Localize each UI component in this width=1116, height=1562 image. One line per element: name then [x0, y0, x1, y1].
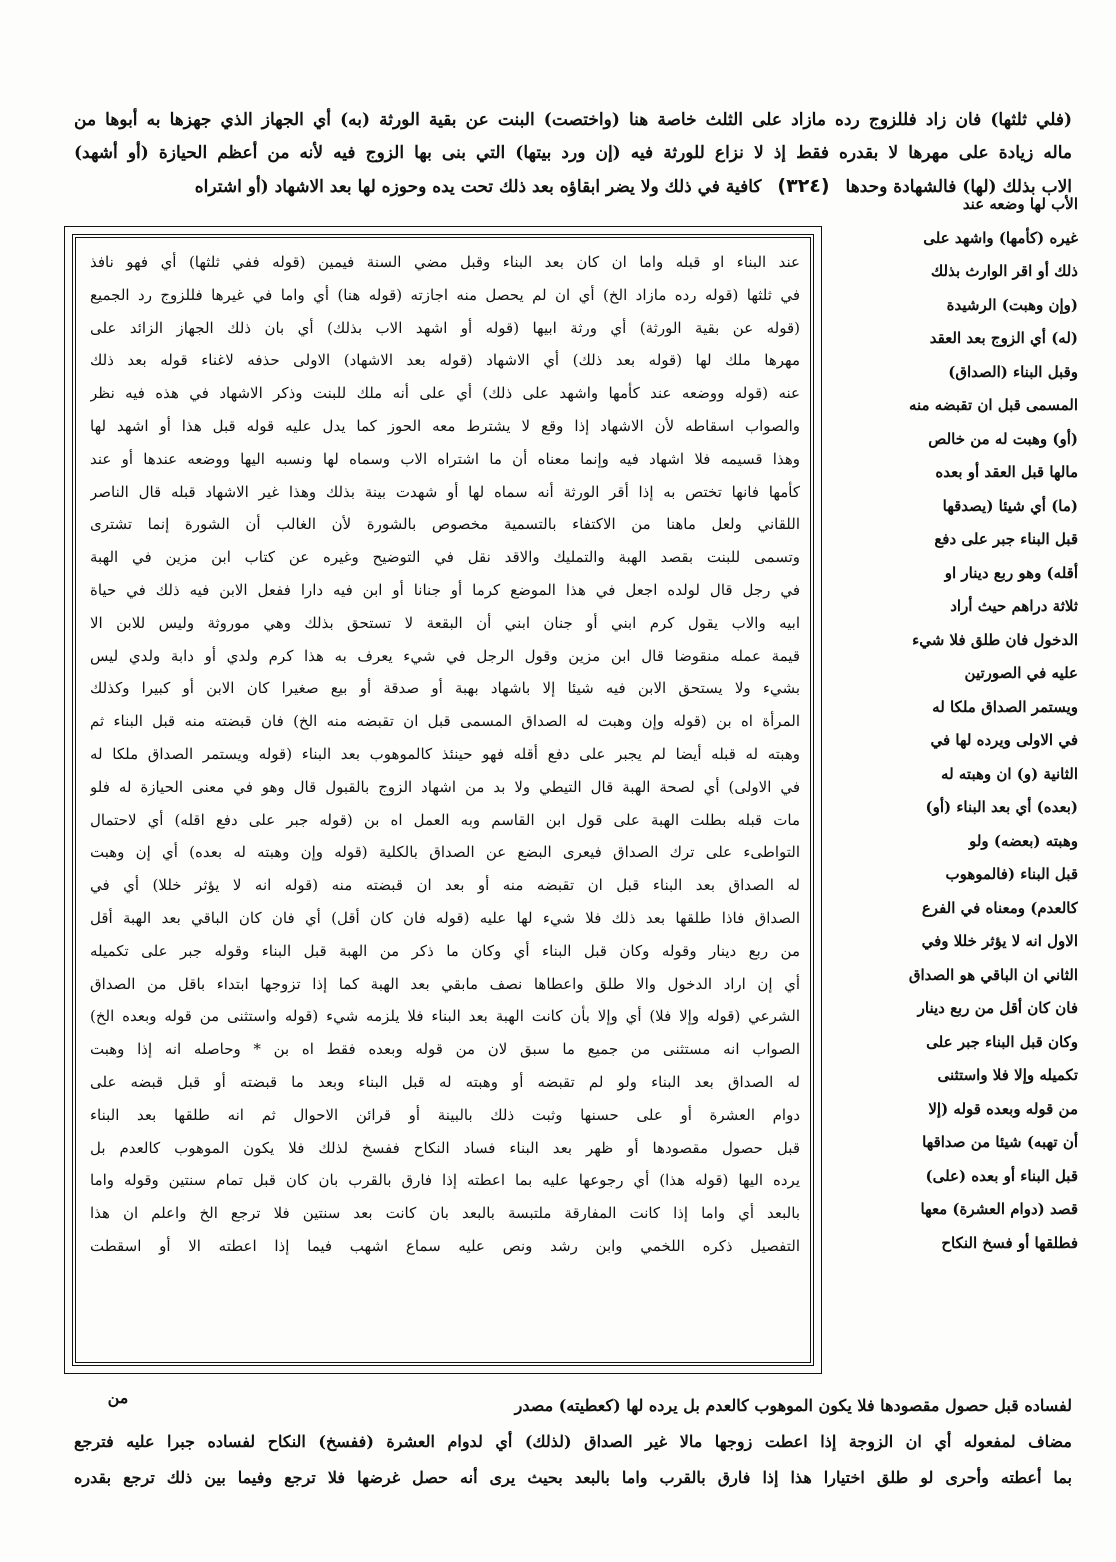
side-line: (له) أي الزوج بعد العقد: [929, 329, 1078, 347]
commentary-line: مهرها ملك لها (قوله بعد ذلك) أي الاشهاد (قوله بعد الاشهاد) الاولى حذفه لاغناء قوله بعد ذلك: [90, 351, 800, 370]
commentary-line: الصداق فاذا طلقها بعد ذلك فلا شيء لها عليه (قوله فان كان أقل) أي فان كان الباقي بعد الهبة أقل: [90, 908, 800, 927]
side-column-matn: [828, 188, 1078, 1260]
commentary-line: دوام العشرة أو على حسنها وثبت ذلك بالبينة أو قرائن الاحوال ثم انه طلقها بعد البناء: [90, 1105, 800, 1124]
commentary-line: قيمة عمله منقوضا قال ابن مزين وقول الرجل في شيء يعرف به هذا كرم ولدي أو دابة ولدي ليس: [90, 646, 800, 665]
side-line: الاول انه لا يؤثر خللا وفي: [921, 932, 1078, 950]
commentary-line: أي إن اراد الدخول والا طلق واعطاها نصف مابقي بعد الهبة كما إذا تزوجها ابتداء باقل من الصداق: [90, 974, 800, 993]
catchword: من: [107, 1388, 129, 1407]
side-line: الثاني ان الباقي هو الصداق: [908, 965, 1078, 984]
side-line: الأب لها وضعه عند: [962, 195, 1078, 213]
bottom-matn-line: بما أعطته وأحرى لو طلق اختيارا هذا إذا فارق بالقرب واما بالبعد بحيث يرى أنه حصل غرضها فلا ترجع وفيما بين ذلك ترجع بقدره: [74, 1468, 1072, 1487]
side-line: (ما) أي شيئا (يصدقها: [942, 496, 1078, 515]
page-number: (٣٢٤): [777, 175, 830, 197]
side-line: قصد (دوام العشرة) معها: [920, 1200, 1078, 1218]
commentary-line: بشيء ولا يستحق الابن فيه شيئا إلا باشهاد بهبة أو صدقة أو بيع صغيرا كان الابن أو كبيرا وكذلك: [90, 679, 800, 698]
side-line: وكان قبل البناء جبر على: [926, 1032, 1078, 1051]
commentary-line: في ثلثها (قوله رده مازاد الخ) أي ان لم يحصل منه اجازته (قوله هنا) أي واما في غيرها فللزوج رد الجميع: [90, 285, 800, 304]
bottom-matn-line: لفساده قبل حصول مقصودها فلا يكون الموهوب كالعدم بل يرده لها (كعطيته) مصدر: [514, 1396, 1072, 1415]
commentary-line: وهذا قسيمه فلا اشهاد فيه وإنما معناه أن ما اشتراه الاب وسماه لها ونسبه اليها ووضعه عندها أو عند: [90, 449, 800, 468]
side-line: مالها قبل العقد أو بعده: [935, 463, 1078, 481]
commentary-frame: [72, 234, 814, 1366]
commentary-line: في الاولى) أي لصحة الهبة قال التيطي ولا بد من اشهاد الزوج بالقبول قال وهو في معنى الحيازة له فلو: [90, 777, 800, 796]
side-line: الثانية (و) ان وهبته له: [941, 764, 1078, 783]
side-line: قبل البناء جبر على دفع: [934, 530, 1078, 548]
side-line: المسمى قبل ان تقبضه منه: [908, 396, 1078, 414]
top-matn-line: (فلي ثلثها) فان زاد فللزوج رده مازاد على الثلث خاصة هنا (واختصت) البنت عن بقية الورثة (به) أي الجهاز الذي جهزها به أبوها من: [74, 110, 1072, 130]
side-line: أقله) وهو ربع دينار او: [944, 563, 1078, 582]
side-line: غيره (كأمها) واشهد على: [923, 228, 1078, 247]
bottom-matn-line: مضاف لمفعوله أي ان الزوجة إذا اعطت زوجها مالا غير الصداق (لذلك) أي لدوام العشرة (ففسخ) النكاح لفساده جبرا عليه فترجع: [74, 1432, 1072, 1451]
side-line: أن تهبه) شيئا من صداقها: [922, 1133, 1078, 1151]
side-line: تكميله وإلا فلا واستثنى: [937, 1066, 1078, 1084]
commentary-line: عند البناء او قبله واما ان كان بعد البناء وقبل مضي السنة فيمين (قوله ففي ثلثها) أي فهو نافذ: [90, 253, 800, 271]
commentary-line: كأمها فانها تختص به إذا أقر الورثة أنه سماه لها أو شهدت بينة بذلك وهذا غير الاشهاد قبله قال الناصر: [90, 482, 800, 501]
side-line: ثلاثة دراهم حيث أراد: [950, 597, 1078, 615]
commentary-line: وتسمى للبنت بقصد الهبة والتمليك والاقد نقل في التوضيح وغيره عن كتاب ابن مزين في الهبة: [90, 548, 800, 567]
commentary-line: له الصداق بعد البناء ولو لم تقبضه أو وهبته له قبل البناء وبعد ما قبضته أو قبل قبضه على: [90, 1072, 800, 1091]
commentary-line: في رجل قال لولده اجعل في هذا الموضع كرما أو جنانا أو ابن فيه دارا ففعل الابن فيه ذلك في حياة: [90, 580, 800, 599]
commentary-line: والصواب اسقاطه لأن الاشهاد إذا وقع لا يشترط معه الحوز كما يدل عليه قوله قبل هذا أو اشهد لها: [90, 416, 800, 435]
commentary-line: مات قبله بطلت الهبة على قول ابن القاسم وبه العمل اه بن (قوله جبر على دفع اقله) أي لاحتمال: [90, 810, 800, 829]
side-line: وهبته (بعضه) ولو: [969, 831, 1078, 850]
side-line: قبل البناء (فالموهوب: [945, 865, 1078, 883]
side-line: قبل البناء أو بعده (على): [925, 1166, 1078, 1185]
side-line: في الاولى ويرده لها في: [930, 731, 1078, 749]
commentary-line: الصواب انه مستثنى من جميع ما سبق لان من قوله وبعده فقط اه بن * وحاصله انه إذا وهبت: [90, 1040, 800, 1059]
commentary-line: ابيه والاب يقول كرم ابني أو جنان ابني أن البقعة لا تستحق بذلك وهي موروثة وليس للابن الا: [90, 613, 800, 632]
top-matn-line: ماله زيادة على مهرها لا بقدره فقط إذ لا نزاع للورثة فيه (إن ورد بيتها) التي بنى بها الزوج فيه لأنه من أعظم الحيازة (أو أشهد): [74, 143, 1072, 163]
commentary-line: يرده اليها (قوله هذا) أي رجوعها عليه بما اعطته إذا فارق بالقرب بان كان قبل تمام سنتين وقوله واما: [90, 1171, 800, 1190]
commentary-line: الشرعي (قوله وإلا فلا) أي وإلا بأن كانت الهبة بعد البناء فلا يلزمه شيء (قوله واستثنى من قوله وبعده الخ): [90, 1007, 800, 1026]
side-line: من قوله وبعده قوله (إلا: [928, 1099, 1078, 1118]
side-line: ذلك أو اقر الوارث بذلك: [930, 262, 1078, 280]
commentary-text: [90, 246, 800, 1263]
commentary-line: من ربع دينار وقوله وكان قبل البناء أي وكان ما ذكر من الهبة قبل البناء وقوله جبر على تكميله: [90, 941, 800, 960]
commentary-line: التفصيل ذكره اللخمي وابن رشد ونص عليه سماع اشهب فيما إذا اعطته الا أو اسقطت: [90, 1236, 800, 1255]
side-line: ويستمر الصداق ملكا له: [932, 697, 1078, 716]
commentary-line: المرأة اه بن (قوله وإن وهبت له الصداق المسمى قبل ان تقبضه منه الخ) فان قبضته منه قبل البناء ثم: [90, 712, 800, 731]
side-line: فان كان أقل من ربع دينار: [917, 999, 1078, 1017]
side-line: (أو) وهبت له من خالص: [928, 429, 1078, 448]
commentary-line: قبل حصول مقصودها أو ظهر بعد البناء فساد النكاح ففسخ لذلك فلا يكون الموهوب كالعدم بل: [90, 1138, 800, 1157]
top-matn-line-part: الاب بذلك (لها) فالشهادة وحدها: [845, 177, 1072, 197]
commentary-line: بالبعد أي واما إذا كانت المفارقة ملتبسة بالبعد بان كانت بعد سنتين فلا ترجع الخ واعلم ان هذا: [90, 1204, 800, 1223]
side-line: عليه في الصورتين: [964, 664, 1078, 682]
commentary-line: اللقاني ولعل ماهنا من الاكتفاء بالتسمية مخصوص بالشورة لأن الغالب أن الشورة إنما تشترى: [90, 515, 800, 534]
commentary-line: عنه (قوله ووضعه عند كأمها واشهد على ذلك) أي على أنه ملك للبنت وذكر الاشهاد في هذه فيه نظر: [90, 384, 800, 403]
side-line: (بعده) أي بعد البناء (أو): [925, 798, 1078, 816]
side-line: وقبل البناء (الصداق): [948, 362, 1078, 381]
side-line: الدخول فان طلق فلا شيء: [912, 630, 1078, 649]
side-line: (وإن وهبت) الرشيدة: [946, 295, 1078, 314]
commentary-line: وهبته له قبله أيضا لم يجبر على دفع أقله فهو حينئذ كالموهوب بعد البناء (قوله ويستمر الصداق ملكا له: [90, 744, 800, 763]
side-line: فطلقها أو فسخ النكاح: [941, 1233, 1078, 1252]
top-matn-line-part: كافية في ذلك ولا يضر ابقاؤه بعد ذلك تحت يده وحوزه لها بعد الاشهاد (أو اشتراه: [194, 177, 762, 197]
bottom-matn-text: [74, 1388, 1072, 1496]
commentary-line: التواطىء على ترك الصداق فيعرى البضع عن الصداق بالكلية (قوله وإن وهبته له بعده) أي إن وهبت: [90, 843, 800, 862]
side-line: كالعدم) ومعناه في الفرع: [921, 898, 1078, 917]
commentary-line: له الصداق بعد البناء قبل ان تقبضه منه أو بعد ان قبضته منه (قوله انه لا يؤثر خللا) أي في: [90, 876, 800, 895]
commentary-line: (قوله عن بقية الورثة) أي ورثة ابيها (قوله أو اشهد الاب بذلك) أي بان ذلك الجهاز الزائد على: [90, 318, 800, 337]
